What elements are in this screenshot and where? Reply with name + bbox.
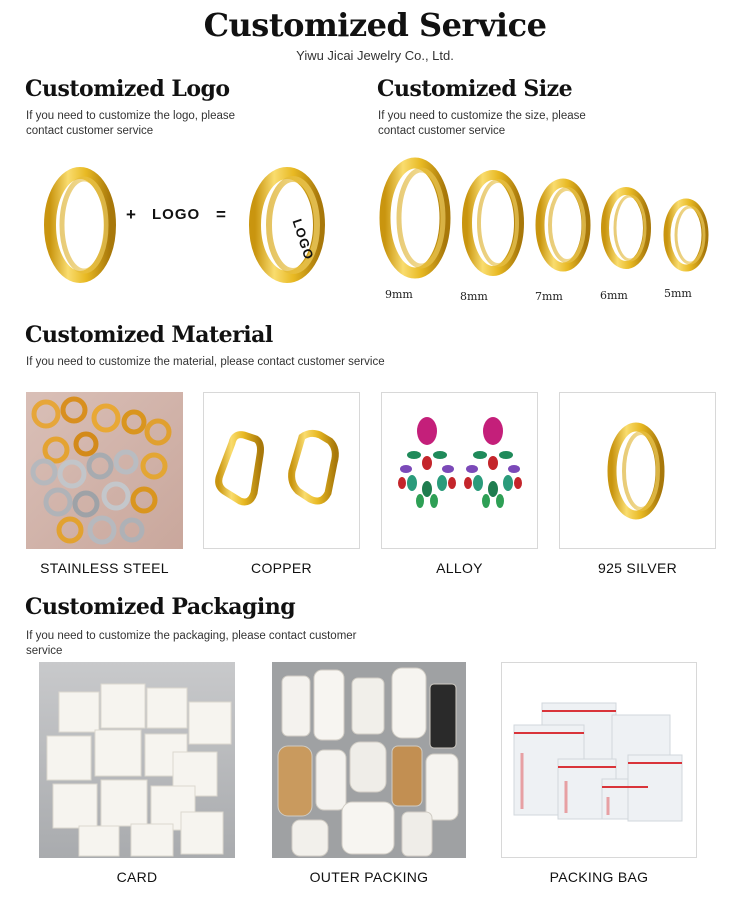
outer-packing-image [272, 662, 466, 858]
size-label-9mm: 9mm [385, 288, 413, 301]
size-hoop-8mm-image [458, 165, 528, 280]
copper-image [203, 392, 360, 549]
packaging-description-line-1: If you need to customize the packaging, please contact customer [26, 630, 357, 642]
logo-description-line-2: contact customer service [26, 125, 154, 137]
plus-sign: + [126, 205, 136, 224]
material-label-alloy: ALLOY [436, 560, 483, 576]
material-label-925-silver: 925 SILVER [597, 560, 677, 576]
logo-engraved-hoop-image [245, 155, 335, 285]
material-label-stainless-steel: STAINLESS STEEL [40, 560, 169, 576]
material-label-copper: COPPER [251, 560, 312, 576]
packaging-label-outer-packing: OUTER PACKING [309, 869, 429, 885]
logo-section-title: Customized Logo [25, 76, 230, 102]
alloy-image [381, 392, 538, 549]
size-label-7mm: 7mm [535, 290, 563, 303]
page-title: Customized Service [203, 6, 547, 44]
plain-hoop-earring-image [40, 155, 120, 285]
size-description-line-1: If you need to customize the size, please [378, 110, 586, 122]
size-hoop-7mm-image [532, 175, 594, 275]
logo-text: LOGO [152, 206, 201, 223]
card-packaging-image [39, 662, 235, 858]
size-section-description [378, 109, 586, 139]
size-label-6mm: 6mm [600, 289, 628, 302]
packaging-label-packing-bag: PACKING BAG [549, 869, 649, 885]
logo-section-description [26, 109, 235, 139]
size-label-8mm: 8mm [460, 290, 488, 303]
size-hoop-9mm-image [375, 150, 455, 280]
size-label-5mm: 5mm [664, 287, 692, 300]
equals-sign: = [216, 205, 226, 224]
material-section-title: Customized Material [25, 322, 273, 348]
size-hoop-5mm-image [660, 195, 712, 275]
company-name: Yiwu Jicai Jewelry Co., Ltd. [296, 48, 454, 63]
packing-bag-image [501, 662, 697, 858]
size-hoop-6mm-image [598, 183, 654, 273]
logo-description-line-1: If you need to customize the logo, please [26, 110, 236, 122]
material-section-description: If you need to customize the material, please contact customer service [26, 356, 385, 368]
size-description-line-2: contact customer service [378, 125, 506, 137]
size-section-title: Customized Size [377, 76, 573, 102]
packaging-label-card: CARD [116, 869, 158, 885]
packaging-description-line-2: service [26, 645, 63, 657]
packaging-section-description [26, 629, 357, 659]
packaging-section-title: Customized Packaging [25, 594, 296, 620]
silver-925-image [559, 392, 716, 549]
stainless-steel-image [26, 392, 183, 549]
logo-engraving: LOGO [289, 217, 317, 262]
